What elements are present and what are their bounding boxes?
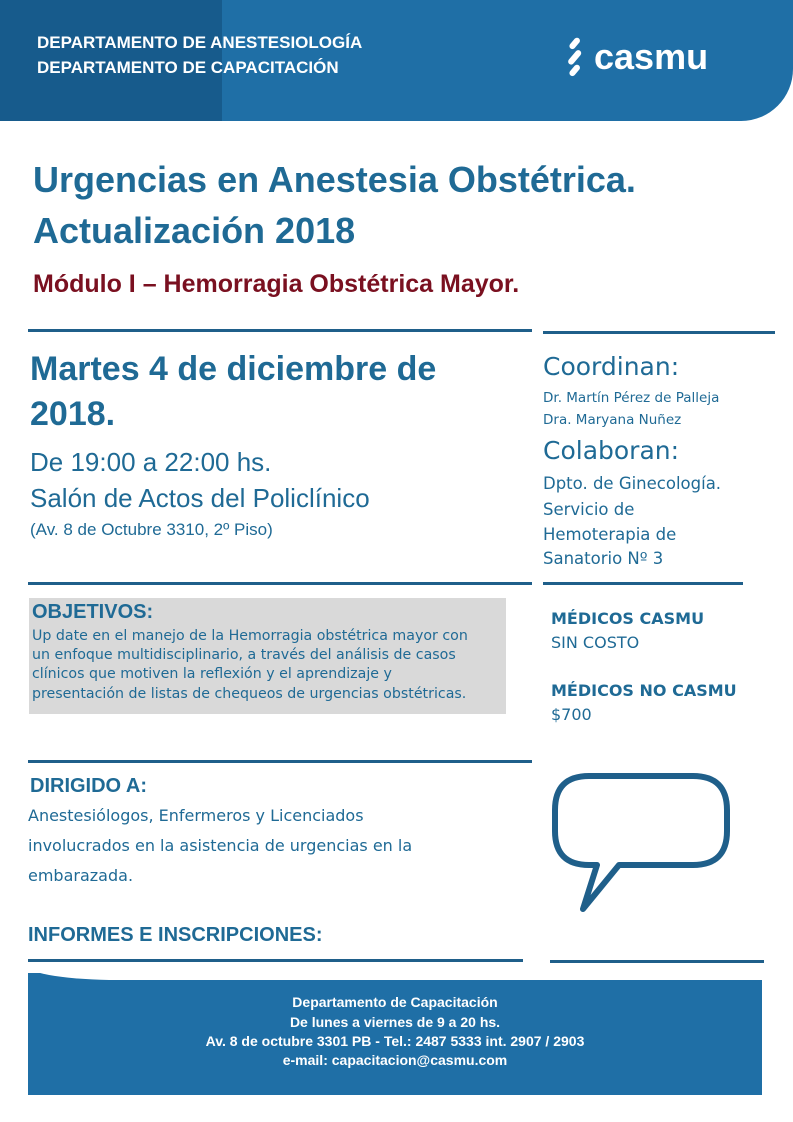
medicos-casmu-label: MÉDICOS CASMU xyxy=(551,609,705,628)
objetivos-line: presentación de listas de chequeos de urgencias obstétricas. xyxy=(32,686,467,702)
coordinan-heading: Coordinan: xyxy=(543,352,680,381)
logo-text: casmu xyxy=(594,36,709,77)
colaboran-heading: Colaboran: xyxy=(543,436,680,465)
objetivos-line: Up date en el manejo de la Hemorragia obstétrica mayor con xyxy=(32,628,468,644)
course-title-line2: Actualización 2018 xyxy=(33,210,356,251)
dirigido-line: Anestesiólogos, Enfermeros y Licenciados xyxy=(28,806,364,825)
footer-address-phone: Av. 8 de octubre 3301 PB - Tel.: 2487 5333 int. 2907 / 2903 xyxy=(205,1033,585,1049)
speech-bubble-icon xyxy=(549,771,733,916)
divider-left-4 xyxy=(28,959,523,962)
event-date-line1: Martes 4 de diciembre de xyxy=(30,350,437,388)
dirigido-line: involucrados en la asistencia de urgencias en la xyxy=(28,836,413,855)
footer-hours: De lunes a viernes de 9 a 20 hs. xyxy=(289,1014,501,1030)
divider-right-4 xyxy=(550,960,764,963)
collaborator-line: Servicio de xyxy=(543,500,635,519)
course-title-line1: Urgencias en Anestesia Obstétrica. xyxy=(33,159,636,200)
objetivos-line: un enfoque multidisciplinario, a través del análisis de casos xyxy=(32,647,456,663)
objetivos-line: clínicos que motiven la reflexión y el aprendizaje y xyxy=(32,666,392,682)
coordinator-name: Dra. Maryana Nuñez xyxy=(543,412,682,428)
informes-heading: INFORMES E INSCRIPCIONES: xyxy=(28,924,323,946)
dirigido-line: embarazada. xyxy=(28,866,134,885)
dirigido-heading: DIRIGIDO A: xyxy=(30,775,148,797)
medicos-casmu-price: SIN COSTO xyxy=(551,633,640,652)
collaborator-line: Sanatorio Nº 3 xyxy=(543,549,664,568)
footer-email: e-mail: capacitacion@casmu.com xyxy=(282,1052,508,1068)
divider-left-1 xyxy=(28,329,532,332)
divider-right-2 xyxy=(543,582,743,585)
footer-curve xyxy=(28,966,762,980)
objetivos-heading: OBJETIVOS: xyxy=(32,601,154,623)
divider-left-3 xyxy=(28,760,532,763)
divider-left-2 xyxy=(28,582,532,585)
collaborator-line: Dpto. de Ginecología. xyxy=(543,474,722,493)
coordinator-name: Dr. Martín Pérez de Palleja xyxy=(543,390,720,406)
module-title: Módulo I – Hemorragia Obstétrica Mayor. xyxy=(33,270,520,298)
divider-right-1 xyxy=(543,331,775,334)
casmu-logo xyxy=(562,36,708,78)
medicos-no-casmu-label: MÉDICOS NO CASMU xyxy=(551,681,737,700)
event-address: (Av. 8 de Octubre 3310, 2º Piso) xyxy=(30,520,273,539)
event-time: De 19:00 a 22:00 hs. xyxy=(30,447,272,477)
event-date-line2: 2018. xyxy=(30,395,116,433)
department-anestesiologia: DEPARTAMENTO DE ANESTESIOLOGÍA xyxy=(37,33,363,52)
collaborator-line: Hemoterapia de xyxy=(543,525,677,544)
department-capacitacion: DEPARTAMENTO DE CAPACITACIÓN xyxy=(37,58,339,77)
medicos-no-casmu-price: $700 xyxy=(551,705,592,724)
casmu-logo-icon xyxy=(562,37,588,77)
footer-department: Departamento de Capacitación xyxy=(292,994,498,1010)
event-venue: Salón de Actos del Policlínico xyxy=(30,483,370,513)
